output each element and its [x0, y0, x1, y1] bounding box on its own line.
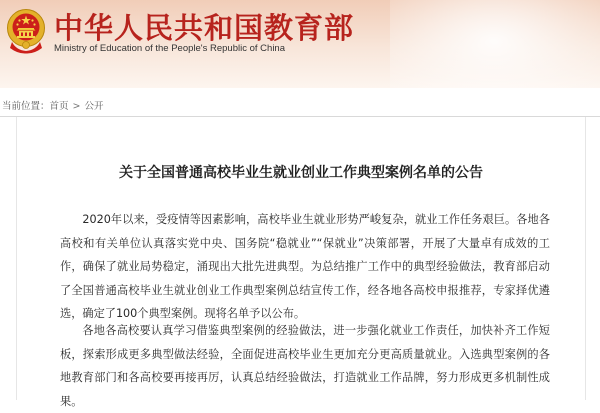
article-title: 关于全国普通高校毕业生就业创业工作典型案例名单的公告: [119, 165, 483, 181]
breadcrumb-home-link[interactable]: 首页: [49, 101, 69, 112]
site-subtitle: Ministry of Education of the People's Republic of China: [54, 43, 285, 54]
breadcrumb-separator: >: [72, 101, 81, 112]
header-light-ray: [390, 0, 600, 88]
national-emblem-icon[interactable]: [6, 8, 46, 54]
article-paragraph: 各地各高校要认真学习借鉴典型案例的经验做法，进一步强化就业工作责任，加快补齐工作短板，探索形成更多典型做法经验，全面促进高校毕业生更加充分更高质量就业。入选典型案例的各地教育部门和各高校要再接再厉，认真总结经验做法，打造就业工作品牌，努力形成更多机制性成果。: [60, 324, 550, 408]
article-paragraph: 2020年以来，受疫情等因素影响，高校毕业生就业形势严峻复杂，就业工作任务艰巨。各地各高校和有关单位认真落实党中央、国务院“稳就业”“保就业”决策部署，开展了大量卓有成效的工作，确保了就业局势稳定，涌现出大批先进典型。为总结推广工作中的典型经验做法，教育部启动了全国普通高校毕业生就业创业工作典型案例总结宣传工作，经各地各高校申报推荐，专家择优遴选，确定了100个典型案例。现将名单予以公布。: [60, 213, 550, 320]
site-header: [0, 0, 600, 88]
breadcrumb-public-link[interactable]: 公开: [84, 101, 104, 112]
article-panel: [16, 117, 586, 408]
site-title[interactable]: 中华人民共和国教育部: [54, 11, 355, 45]
breadcrumb: [2, 98, 104, 112]
breadcrumb-prefix: 当前位置：: [2, 101, 50, 112]
